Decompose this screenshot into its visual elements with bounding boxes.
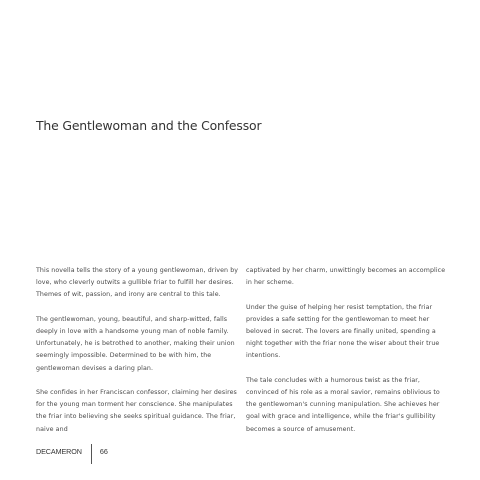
paragraph: captivated by her charm, unwittingly becomes an accomplice in her scheme.: [246, 267, 446, 287]
left-column: [36, 265, 241, 448]
page-number: 66: [99, 446, 108, 456]
paragraph: Under the guise of helping her resist temptation, the friar provides a safe setting for the gentlewoman to meet her beloved in secret. The lovers are finally united, spending a night together with the friar none the wiser about their true intentions.: [246, 303, 440, 360]
paragraph: The gentlewoman, young, beautiful, and sharp-witted, falls deeply in love with a handsome young man of noble family. Unfortunately, he is betrothed to another, making their union seemingly impossible. Determined to be with him, the gentlewoman devises a daring plan.: [36, 315, 235, 372]
footer-divider: [91, 444, 92, 464]
right-column: [246, 265, 451, 448]
book-name: DECAMERON: [36, 446, 82, 456]
paragraph: She confides in her Franciscan confessor, claiming her desires for the young man torment her conscience. She manipulates the friar into believing she seeks spiritual guidance. The friar, naive and: [36, 389, 237, 433]
paragraph: This novella tells the story of a young gentlewoman, driven by love, who cleverly outwits a gullible friar to fulfill her desires. Themes of wit, passion, and irony are central to this tale.: [36, 267, 239, 299]
paragraph: The tale concludes with a humorous twist as the friar, convinced of his role as a moral savior, remains oblivious to the gentlewoman's cunning manipulation. She achieves her goal with grace and intelligence, while the friar's gullibility becomes a source of amusement.: [246, 376, 440, 433]
page-footer: [36, 441, 108, 461]
article-title: The Gentlewoman and the Confessor: [36, 118, 262, 134]
